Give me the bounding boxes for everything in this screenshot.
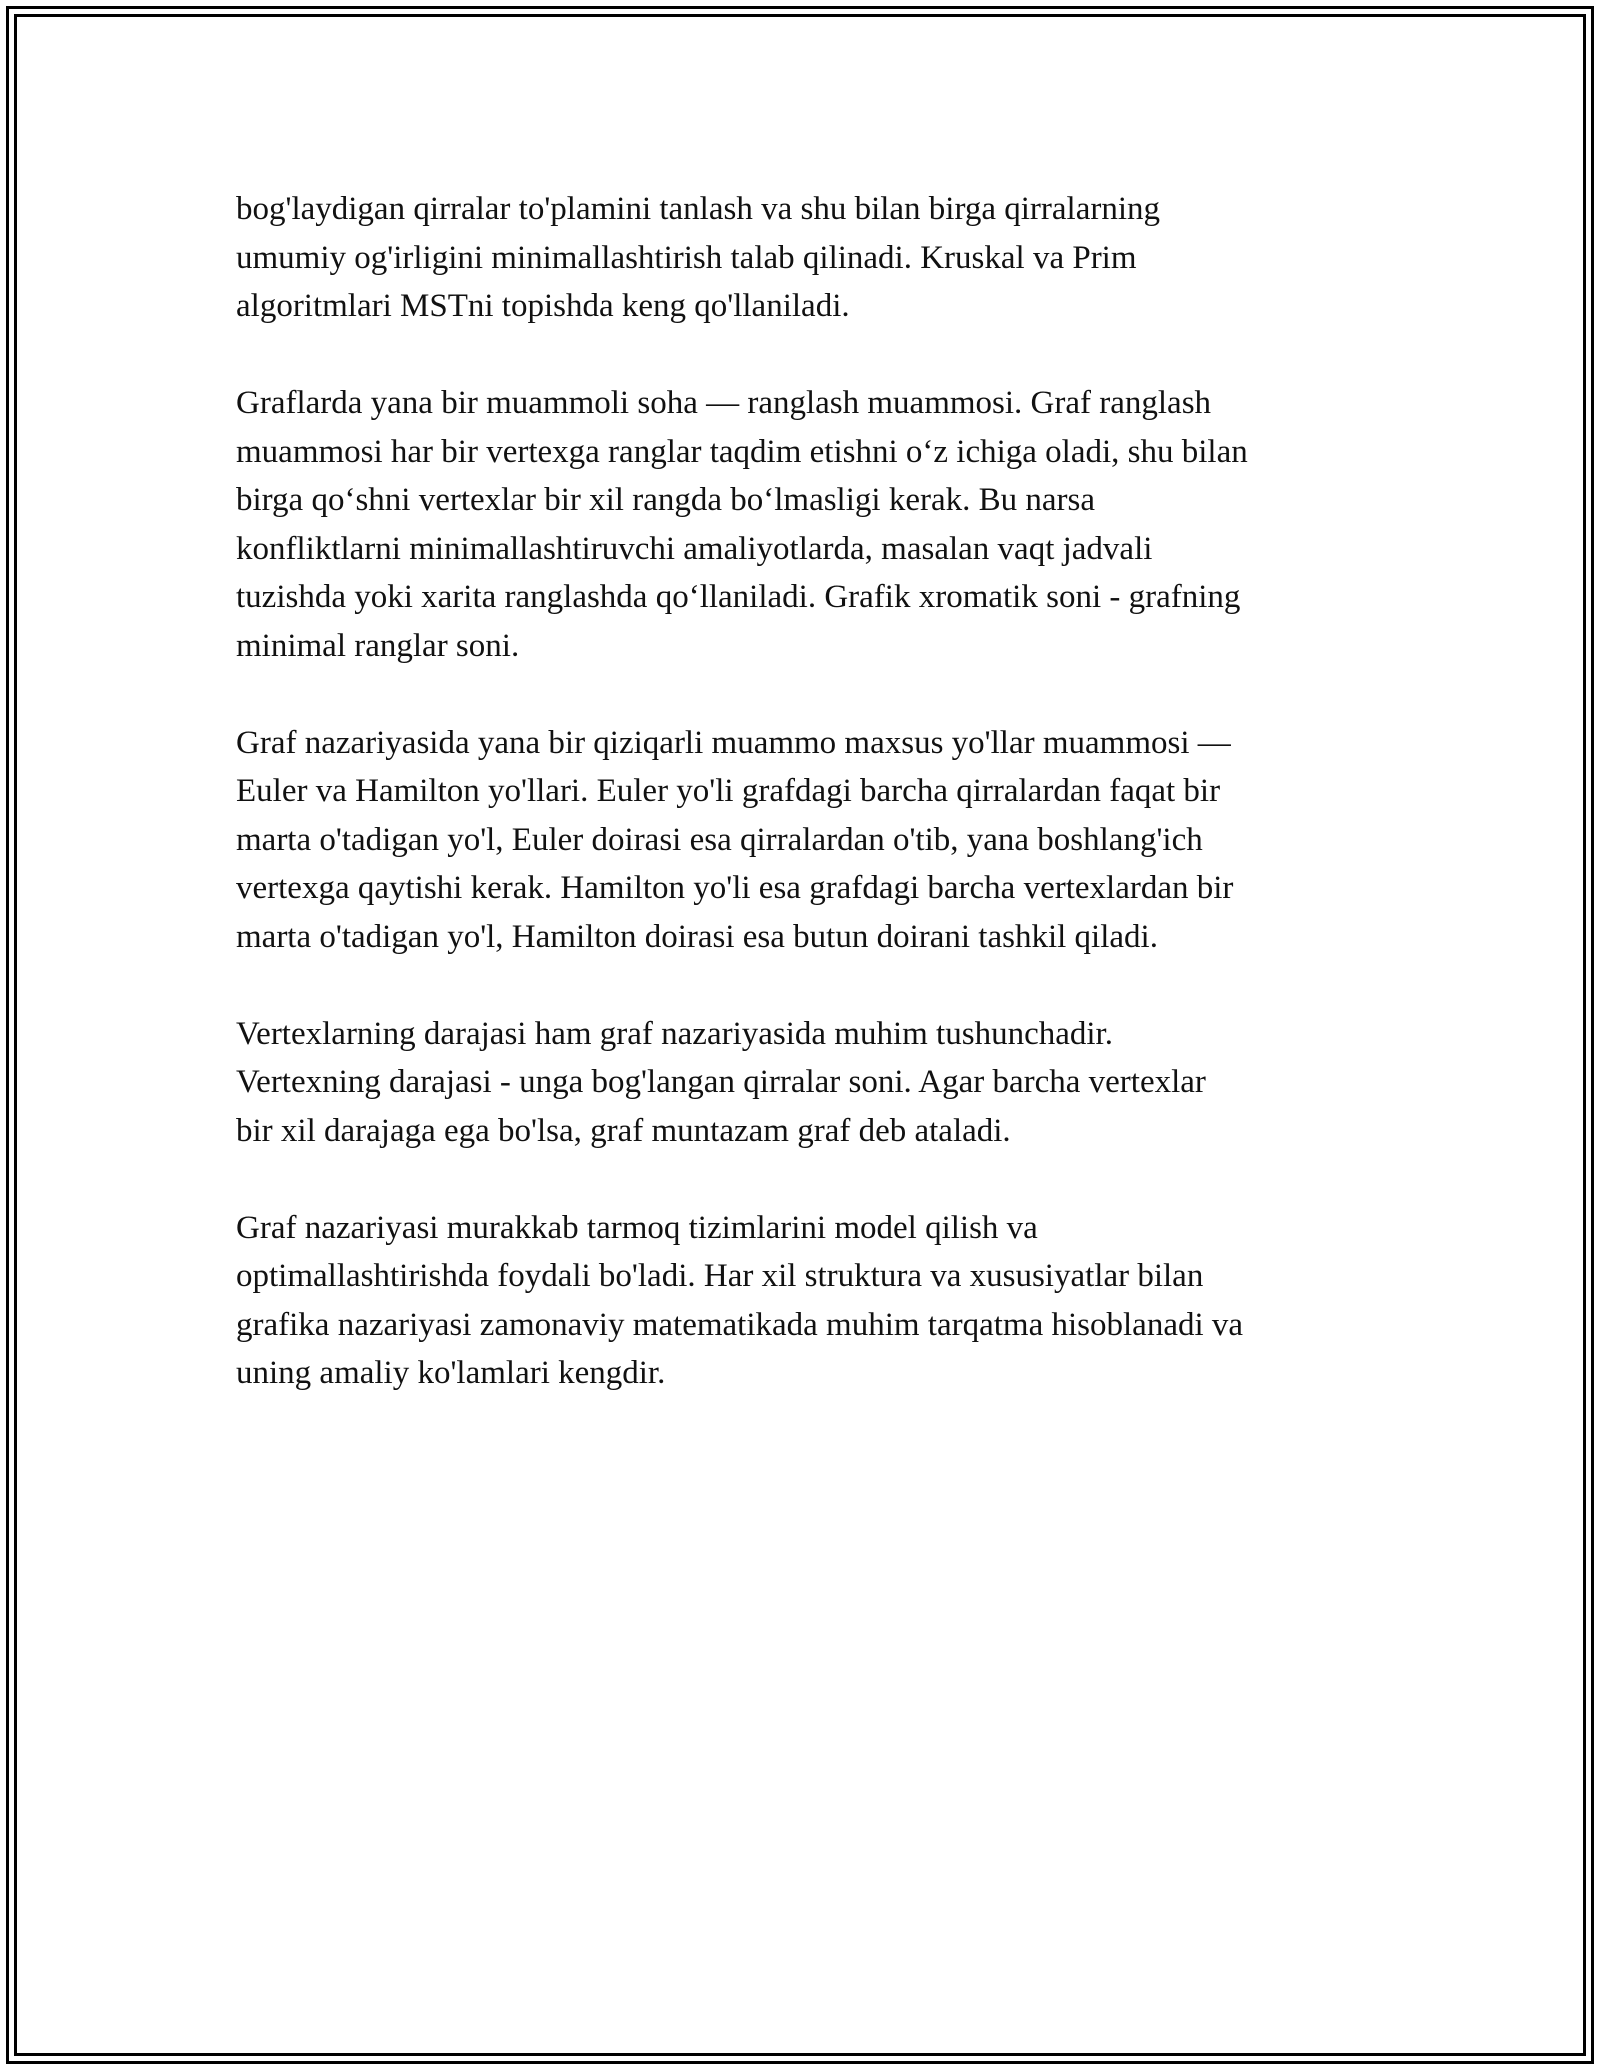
text-line: Graf nazariyasida yana bir qiziqarli muammo maxsus yo'llar muammosi — xyxy=(236,724,1231,761)
text-line: bir xil darajaga ega bo'lsa, graf muntazam graf deb ataladi. xyxy=(236,1112,1011,1149)
text-line: marta o'tadigan yo'l, Euler doirasi esa qirralardan o'tib, yana boshlang'ich xyxy=(236,821,1203,858)
text-line: tuzishda yoki xarita ranglashda qoʻllaniladi. Grafik xromatik soni - grafning xyxy=(236,579,1241,615)
text-line: Vertexlarning darajasi ham graf nazariyasida muhim tushunchadir. xyxy=(236,1015,1113,1052)
text-line: marta o'tadigan yo'l, Hamilton doirasi esa butun doirani tashkil qiladi. xyxy=(236,918,1158,955)
text-line: Graf nazariyasi murakkab tarmoq tizimlarini model qilish va xyxy=(236,1209,1038,1246)
text-line: Graflarda yana bir muammoli soha — ranglash muammosi. Graf ranglash xyxy=(236,385,1212,421)
paragraph-euler-hamilton xyxy=(236,719,1386,962)
text-line: minimal ranglar soni. xyxy=(236,627,520,664)
paragraph-mst xyxy=(236,185,1386,331)
text-line: grafika nazariyasi zamonaviy matematikada muhim tarqatma hisoblanadi va xyxy=(236,1306,1244,1343)
text-line: birga qoʻshni vertexlar bir xil rangda boʻlmasligi kerak. Bu narsa xyxy=(236,482,1095,518)
text-line: bog'laydigan qirralar to'plamini tanlash va shu bilan birga qirralarning xyxy=(236,191,1161,227)
text-line: optimallashtirishda foydali bo'ladi. Har xil struktura va xususiyatlar bilan xyxy=(236,1258,1204,1294)
paragraph-vertex-degree xyxy=(236,1010,1386,1156)
text-line: Vertexning darajasi - unga bog'langan qirralar soni. Agar barcha vertexlar xyxy=(236,1064,1206,1100)
paragraph-coloring xyxy=(236,379,1386,670)
paragraph-conclusion xyxy=(236,1204,1386,1398)
text-line: vertexga qaytishi kerak. Hamilton yo'li esa grafdagi barcha vertexlardan bir xyxy=(236,870,1234,906)
document-body xyxy=(236,185,1386,1446)
text-line: algoritmlari MSTni topishda keng qo'llaniladi. xyxy=(236,288,850,324)
text-line: Euler va Hamilton yo'llari. Euler yo'li grafdagi barcha qirralardan faqat bir xyxy=(236,773,1221,809)
text-line: muammosi har bir vertexga ranglar taqdim etishni oʻz ichiga oladi, shu bilan xyxy=(236,433,1248,470)
text-line: umumiy og'irligini minimallashtirish talab qilinadi. Kruskal va Prim xyxy=(236,239,1137,276)
text-line: konfliktlarni minimallashtiruvchi amaliyotlarda, masalan vaqt jadvali xyxy=(236,530,1153,567)
text-line: uning amaliy ko'lamlari kengdir. xyxy=(236,1355,666,1391)
